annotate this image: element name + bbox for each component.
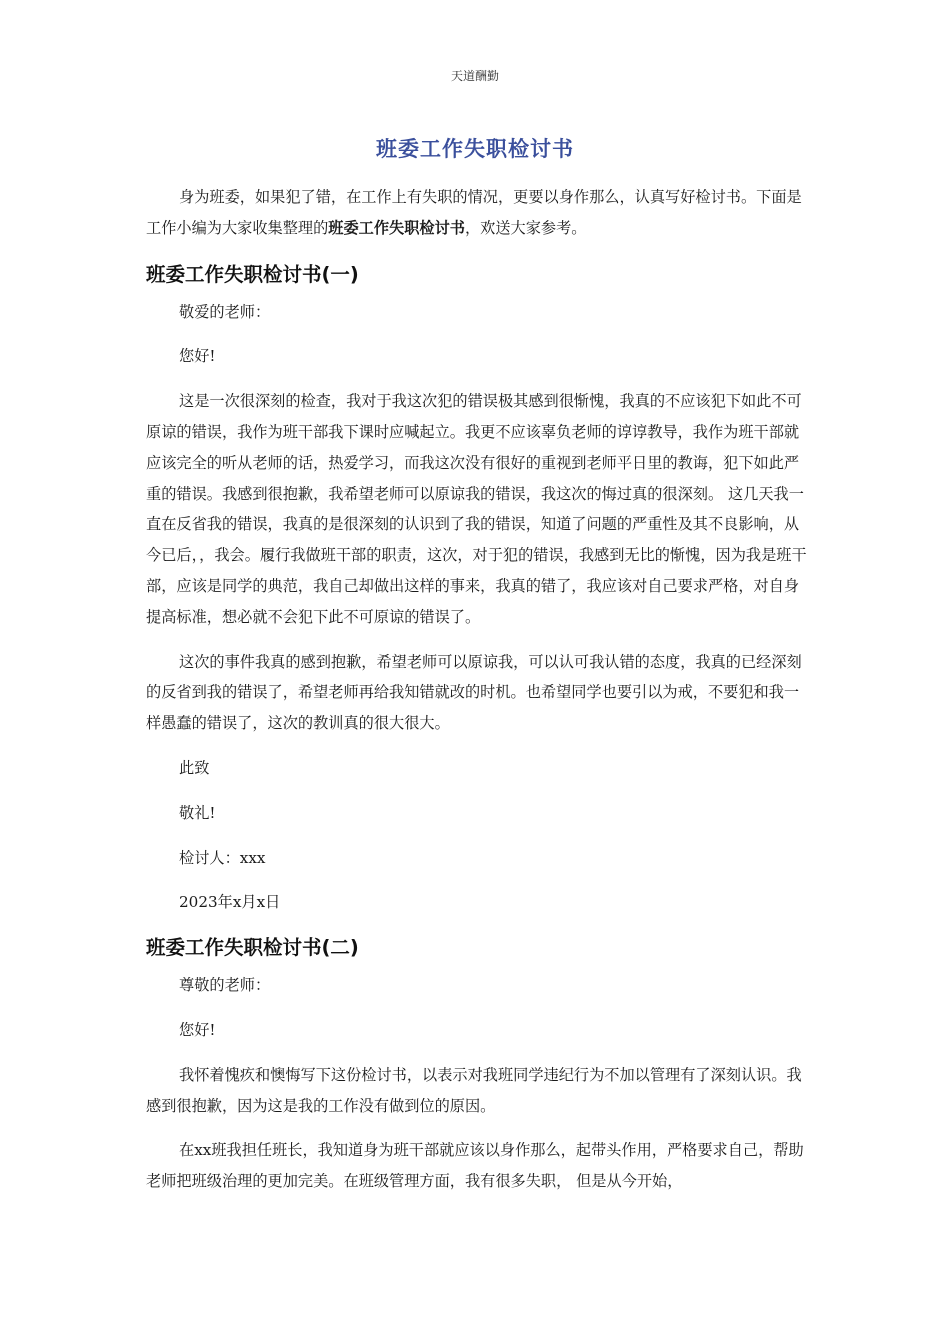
section2-greeting: 尊敬的老师： [179,976,271,995]
document-body [146,182,811,1197]
page-header: 天道酬勤 [450,69,499,83]
section1-paragraph-2: 这次的事件我真的感到抱歉，希望老师可以原谅我，可以认可我认错的态度，我真的已经深刻的反省到我的错误了，希望老师再给我知错就改的时机。也希望同学也要引以为戒，不要犯和我一样愚蠢的错误了，这次的教训真的很大很大。 [146,652,802,733]
section1-closing-2: 敬礼! [179,803,216,822]
intro-bold-title: 班委工作失职检讨书 [328,218,465,237]
section2-hello: 您好! [179,1020,216,1039]
intro-text: 身为班委，如果犯了错，在工作上有失职的情况，更要以身作那么，认真写好检讨书。下面是工作小编为大家收集整理的 [146,188,802,237]
document-title: 班委工作失职检讨书 [376,137,574,161]
intro-paragraph [146,182,811,244]
section1-hello: 您好! [179,347,216,366]
section1-date: 2023年x月x日 [179,893,281,912]
section1-paragraph-1: 这是一次很深刻的检查，我对于我这次犯的错误极其感到很惭愧，我真的不应该犯下如此不可原谅的错误，我作为班干部我下课时应喊起立。我更不应该辜负老师的谆谆教导，我作为班干部就应该完全的听从老师的话，热爱学习，而我这次没有很好的重视到老师平日里的教诲，犯下如此严重的错误。我感到很抱歉，我希望老师可以原谅我的错误，我这次的悔过真的很深刻。 这几天我一直在反省我的错误，我真的是很深刻的认识到了我的错误，知道了问题的严重性及其不良影响，从今已后，，我会。履行我做班干部的职责，这次，对于犯的错误，我感到无比的惭愧，因为我是班干部，应该是同学的典范，我自己却做出这样的事来，我真的错了，我应该对自己要求严格，对自身提高标准，想必就不会犯下此不可原谅的错误了。 [146,392,807,626]
intro-text-end: ，欢送大家参考。 [464,218,587,237]
section2-paragraph-1: 我怀着愧疚和懊悔写下这份检讨书，以表示对我班同学违纪行为不加以管理有了深刻认识。我感到很抱歉，因为这是我的工作没有做到位的原因。 [146,1065,802,1115]
section1-signer: 检讨人：xxx [179,848,266,867]
section1-closing-1: 此致 [179,758,210,777]
section-heading-2: 班委工作失职检讨书(二) [146,936,359,960]
section1-greeting: 敬爱的老师： [179,302,271,321]
section-heading-1: 班委工作失职检讨书(一) [146,262,359,286]
section2-paragraph-2: 在xx班我担任班长，我知道身为班干部就应该以身作那么，起带头作用，严格要求自己，帮助老师把班级治理的更加完美。在班级管理方面，我有很多失职， 但是从今开始， [146,1141,804,1191]
